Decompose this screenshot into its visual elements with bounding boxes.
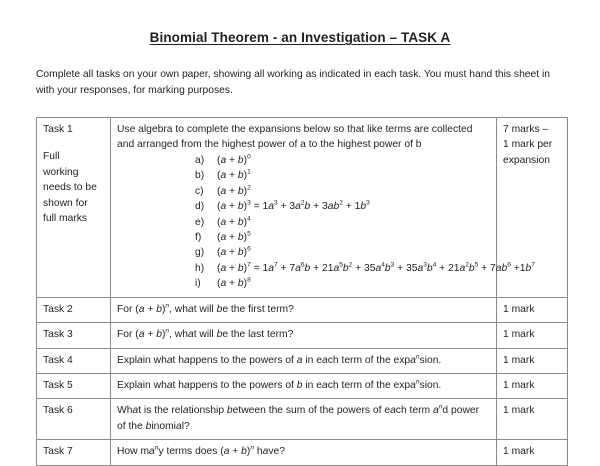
- expansion-expression: $(a + b)^5$: [217, 230, 251, 243]
- marks-note: [503, 122, 561, 168]
- marks-cell: [497, 323, 568, 348]
- expansion-expression: $(a + b)^0$: [217, 153, 251, 166]
- list-item: [195, 153, 490, 168]
- marks-cell: [497, 399, 568, 440]
- list-item: [195, 276, 490, 291]
- intro-paragraph: Complete all tasks on your own paper, showing all working as indicated in each task. You must hand this sheet in with your responses, for marking purposes.: [36, 69, 550, 96]
- marks-line: expansion: [503, 154, 550, 166]
- marks-value: 1 mark: [503, 380, 535, 392]
- list-item: [195, 230, 490, 245]
- task-question: Explain what happens to the powers of b in each term of the expa$^n$sion.: [117, 378, 442, 392]
- task-body-cell: [111, 297, 497, 322]
- marks-value: 1 mark: [503, 354, 535, 366]
- task-body-cell: [111, 374, 497, 399]
- task-label-cell: [37, 440, 111, 465]
- expansion-expression: $(a + b)^2$: [217, 184, 251, 197]
- list-item: [195, 199, 490, 214]
- task-body-cell: [111, 323, 497, 348]
- task-label-cell: [37, 399, 111, 440]
- expansion-letter: i): [195, 278, 201, 290]
- expansion-letter: c): [195, 185, 204, 197]
- task-label: Task 5: [43, 380, 73, 392]
- marks-value: 1 mark: [503, 303, 535, 315]
- list-item: [195, 168, 490, 183]
- expansion-letter: f): [195, 231, 202, 243]
- table-row: [37, 440, 568, 465]
- task-label: Task 6: [43, 405, 73, 417]
- marks-cell: [497, 297, 568, 322]
- task-body-cell: [111, 440, 497, 465]
- task-label-cell: [37, 323, 111, 348]
- task-label: Task 1: [43, 123, 73, 135]
- task-question: Explain what happens to the powers of a in each term of the expa$^n$sion.: [117, 353, 442, 366]
- expansion-expression: $(a + b)^7 = 1a^7 + 7a^6b + 21a^5b^2 + 35a^4b^3 + 35a^3b^4 + 21a^2b^5 + 7ab^6 +1b^7$: [217, 261, 535, 274]
- expansion-letter: d): [195, 201, 205, 213]
- page-title: Binomial Theorem - an Investigation – TASK A: [149, 30, 451, 45]
- task-label-cell: [37, 117, 111, 297]
- expansion-letter: b): [195, 170, 205, 182]
- list-item: [195, 245, 490, 260]
- task-question: For $(a + b)^n$, what will be the last term?: [117, 327, 294, 341]
- list-item: [195, 261, 535, 276]
- task-question: How $ma^ny$ terms does $(a + b)^n$ have?: [117, 444, 285, 458]
- marks-value: 1 mark: [503, 446, 535, 458]
- task-note-line: full marks: [43, 213, 88, 225]
- task-note-line: shown for: [43, 197, 88, 209]
- table-row: [37, 348, 568, 373]
- expansion-letter: h): [195, 262, 205, 274]
- expansion-expression: $(a + b)^8$: [217, 276, 251, 290]
- table-row: [37, 323, 568, 348]
- expansion-expression: $(a + b)^1$: [217, 168, 251, 182]
- marks-value: 1 mark: [503, 329, 535, 341]
- marks-value: 1 mark: [503, 405, 535, 417]
- table-row: [37, 374, 568, 399]
- task-label: Task 3: [43, 329, 73, 341]
- expansion-expression: $(a + b)^3 = 1a^3 + 3a^2b + 3ab^2 + 1b^3$: [217, 199, 370, 213]
- task-label-cell: [37, 374, 111, 399]
- task-question: For $(a + b)^n$, what will be the first term?: [117, 302, 294, 315]
- marks-line: 7 marks –: [503, 123, 549, 135]
- marks-cell: [497, 440, 568, 465]
- task-body-cell: [111, 399, 497, 440]
- expansion-expression: $(a + b)^6$: [217, 245, 251, 259]
- expansion-letter: a): [195, 154, 205, 166]
- marks-line: 1 mark per: [503, 139, 553, 151]
- list-item: [195, 184, 490, 199]
- expansion-letter: e): [195, 216, 205, 228]
- task-instruction: Use algebra to complete the expansions below so that like terms are collected and arranged from the highest power of a to the highest power of b: [117, 123, 473, 151]
- task-label-cell: [37, 297, 111, 322]
- task-label: Task 4: [43, 354, 73, 366]
- table-row: [37, 117, 568, 297]
- task-note: [43, 149, 104, 226]
- expansion-expression: $(a + b)^4$: [217, 215, 251, 228]
- task-label-cell: [37, 348, 111, 373]
- task-label: Task 2: [43, 303, 73, 315]
- table-row: [37, 399, 568, 440]
- marks-cell: [497, 374, 568, 399]
- expansion-letter: g): [195, 247, 205, 259]
- list-item: [195, 215, 490, 230]
- task-note-line: Full: [43, 151, 60, 163]
- table-row: [37, 297, 568, 322]
- task-note-line: working: [43, 166, 79, 178]
- task-question: What is the relationship between the sum of the powers of each term $a^nd$ power of the binomial?: [117, 404, 480, 432]
- tasks-table: [36, 117, 568, 466]
- task-note-line: needs to be: [43, 182, 97, 194]
- task-label: Task 7: [43, 446, 73, 458]
- marks-cell: [497, 348, 568, 373]
- task-body-cell: [111, 348, 497, 373]
